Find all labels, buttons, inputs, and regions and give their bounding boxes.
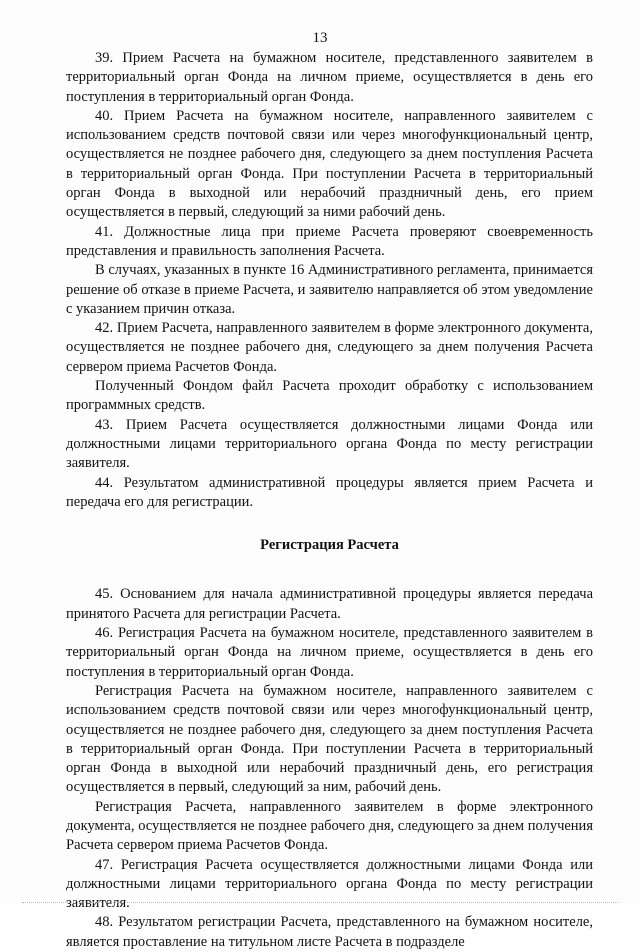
paragraph-45: 45. Основанием для начала административной процедуры является передача принятого Расчета для регистрации Расчета. (66, 586, 593, 622)
section-reception (66, 49, 593, 512)
paragraph-46: 46. Регистрация Расчета на бумажном носителе, представленного заявителем в территориальный орган Фонда на личном приеме, осуществляется в день его поступления в территориальный орган Фонда. (66, 625, 593, 680)
paragraph-47: 47. Регистрация Расчета осуществляется должностными лицами Фонда или должностными лицами территориального органа Фонда по месту регистрации заявителя. (66, 856, 593, 912)
section-heading: Регистрация Расчета (260, 537, 399, 554)
scan-edge-line (22, 900, 618, 903)
paragraph-40: 40. Прием Расчета на бумажном носителе, направленного заявителем с использованием средств почтовой связи или через многофункциональный центр, осуществляется не позднее рабочего дня, следующего за днем поступления Расчета в территориальный орган Фонда. При поступлении Расчета в территориальный орган Фонда в выходной или нерабочий праздничный день, его прием осуществляется в первый, следующий за ними рабочий день. (66, 107, 593, 221)
paragraph-41: 41. Должностные лица при приеме Расчета проверяют своевременность представления и правильность заполнения Расчета. (66, 223, 593, 259)
paragraph-39: 39. Прием Расчета на бумажном носителе, представленного заявителем в территориальный орган Фонда на личном приеме, осуществляется в день его поступления в территориальный орган Фонда. (66, 50, 593, 105)
paragraph-44: 44. Результатом административной процедуры является прием Расчета и передача его для регистрации. (66, 474, 593, 510)
document-body (66, 49, 593, 952)
paragraph-46-electronic: Регистрация Расчета, направленного заявителем в форме электронного документа, осуществляется не позднее рабочего дня, следующего за днем получения Расчета сервером приема Расчетов Фонда. (66, 798, 593, 854)
paragraph-48: 48. Результатом регистрации Расчета, представленного на бумажном носителе, является проставление на титульном листе Расчета в подразделе (66, 914, 593, 950)
section-registration (66, 585, 593, 952)
paragraph-41-refusal: В случаях, указанных в пункте 16 Административного регламента, принимается решение об отказе в приеме Расчета, и заявителю направляется об этом уведомление с указанием причин отказа. (66, 262, 593, 317)
paragraph-42-processing: Полученный Фондом файл Расчета проходит обработку с использованием программных средств. (66, 378, 593, 414)
paragraph-42: 42. Прием Расчета, направленного заявителем в форме электронного документа, осуществляется не позднее рабочего дня, следующего за днем получения Расчета сервером приема Расчетов Фонда. (66, 320, 593, 375)
page-number: 13 (312, 30, 328, 46)
paragraph-46-postal: Регистрация Расчета на бумажном носителе, направленного заявителем с использованием средств почтовой связи или через многофункциональный центр, осуществляется не позднее рабочего дня, следующего за днем поступления Расчета в территориальный орган Фонда. При поступлении Расчета в территориальный орган Фонда в выходной или нерабочий праздничный день, его регистрация осуществляется в первый, следующий за ним, рабочий день. (66, 682, 593, 796)
paragraph-43: 43. Прием Расчета осуществляется должностными лицами Фонда или должностными лицами территориального органа Фонда по месту регистрации заявителя. (66, 416, 593, 472)
